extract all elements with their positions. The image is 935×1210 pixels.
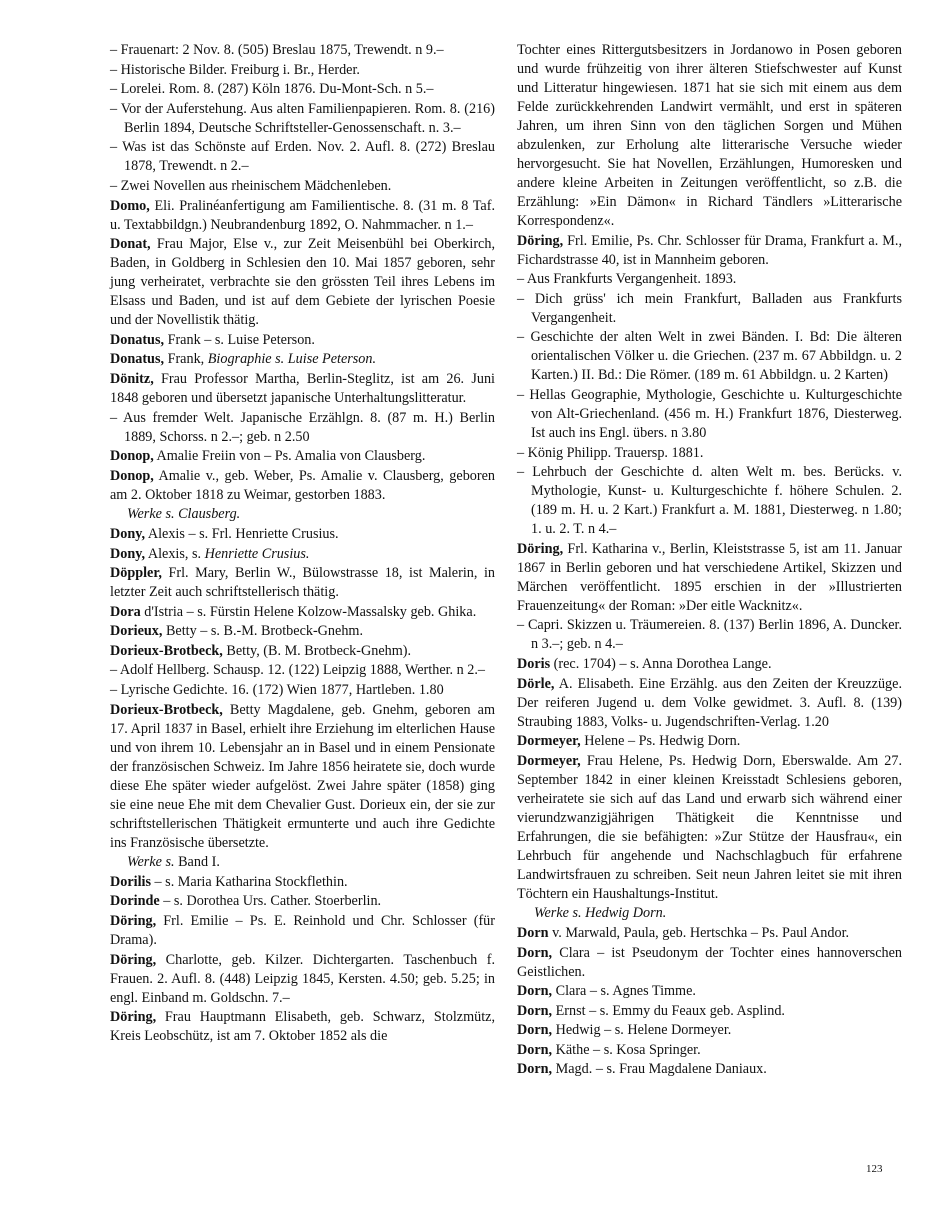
works-reference-text: Werke s. Hedwig Dorn. [534, 905, 667, 922]
dictionary-entry [517, 1041, 902, 1060]
dictionary-entry [110, 701, 495, 853]
dictionary-entry [110, 467, 495, 505]
entry-text: Clara – s. Agnes Timme. [552, 983, 696, 1000]
entry-headword: Donop, [110, 448, 154, 465]
entry-text: Frau Professor Martha, Berlin-Steglitz, ist am 26. Juni 1848 geboren und übersetzt japanische Unterhaltungslitteratur. [110, 370, 495, 406]
work-listing: – Aus Frankfurts Vergangenheit. 1893. [517, 271, 737, 288]
dictionary-entry [110, 951, 495, 1008]
work-listing: – Aus fremder Welt. Japanische Erzählgn. 8. (87 m. H.) Berlin 1889, Schorss. n 2.–; geb. n 2.50 [110, 409, 495, 445]
entry-headword: Döring, [110, 951, 157, 968]
left-column [110, 41, 495, 1047]
entry-text: Alexis – s. Frl. Henriette Crusius. [145, 525, 339, 542]
dictionary-entry [110, 350, 495, 369]
entry-text: Frl. Mary, Berlin W., Bülowstrasse 18, ist Malerin, in letzter Zeit auch schriftstellerisch thätig. [110, 565, 495, 601]
dictionary-entry [110, 447, 495, 466]
work-listing: – Lehrbuch der Geschichte d. alten Welt m. bes. Berücks. v. Mythologie, Kunst- u. Kulturgeschichte f. höhere Schulen. 2. (189 m. H. u. 2 Kart.) Frankfurt a. M. 1881, Diesterweg. n 1.80; 1. u. 2. T. n 4.– [517, 464, 902, 538]
dictionary-entry [517, 540, 902, 616]
entry-headword: Dorn, [517, 1061, 553, 1078]
entry-headword: Donop, [110, 467, 154, 484]
entry-text: v. Marwald, Paula, geb. Hertschka – Ps. Paul Andor. [548, 924, 850, 941]
entry-headword: Döppler, [110, 565, 162, 582]
work-listing: – Lyrische Gedichte. 16. (172) Wien 1877, Hartleben. 1.80 [110, 682, 444, 699]
dictionary-entry [517, 655, 902, 674]
entry-text: Eli. Pralinéanfertigung am Familientische. 8. (31 m. 8 Taf. u. Textabbildgn.) Neubrandenburg 1892, O. Nahmmacher. n 1.– [110, 197, 495, 233]
dictionary-entry [110, 622, 495, 641]
entry-text: – s. Dorothea Urs. Cather. Stoerberlin. [159, 893, 382, 910]
work-listing: – Vor der Auferstehung. Aus alten Familienpapieren. Rom. 8. (216) Berlin 1894, Deutsche Schriftsteller-Genossenschaft. n. 3.– [110, 100, 495, 136]
dictionary-entry [517, 732, 902, 751]
entry-text: Frl. Katharina v., Berlin, Kleiststrasse 5, ist am 11. Januar 1867 in Berlin geboren und hat verschiedene Artikel, Skizzen und Märchen veröffentlicht. 1895 erschien in der »Illustrierten Frauenzeitung« der Roman: »Der eitle Wacknitz«. [517, 540, 902, 614]
entry-headword: Döring, [517, 232, 564, 249]
entry-italic-reference: Biographie s. Luise Peterson. [207, 351, 377, 368]
dictionary-entry [517, 1060, 902, 1079]
works-reference-text: Werke s. [127, 854, 175, 871]
entry-headword: Dörle, [517, 675, 555, 692]
dictionary-entry [110, 873, 495, 892]
entry-headword: Dorinde [110, 893, 160, 910]
dictionary-entry [517, 982, 902, 1001]
entry-text: Magd. – s. Frau Magdalene Daniaux. [552, 1061, 767, 1078]
entry-headword: Donatus, [110, 331, 165, 348]
entry-text: Helene – Ps. Hedwig Dorn. [580, 733, 741, 750]
entry-text: Amalie v., geb. Weber, Ps. Amalie v. Clausberg, geboren am 2. Oktober 1818 zu Weimar, gestorben 1883. [110, 467, 495, 503]
work-listing: – Dich grüss' ich mein Frankfurt, Balladen aus Frankfurts Vergangenheit. [517, 290, 902, 326]
dictionary-entry [110, 525, 495, 544]
work-listing: – Zwei Novellen aus rheinischem Mädchenleben. [110, 177, 392, 194]
entry-text: Frank, [164, 351, 208, 368]
entry-text: Frau Major, Else v., zur Zeit Meisenbühl bei Oberkirch, Baden, in Goldberg in Schlesien den 10. Mai 1857 geboren, sehr jung verheiratet, verbrachte sie den grössten Teil ihres Lebens im Elsass und Baden, und ist auf dem Gebiete der lyrischen Poesie und der Novellistik thätig. [110, 236, 495, 329]
entry-headword: Donatus, [110, 351, 165, 368]
entry-text: – s. Maria Katharina Stockflethin. [150, 873, 348, 890]
right-column [517, 41, 902, 1080]
entry-text: Alexis, s. [145, 545, 205, 562]
entry-headword: Dorilis [110, 873, 151, 890]
dictionary-entry [110, 642, 495, 661]
dictionary-entry [110, 1008, 495, 1046]
entry-text: Frau Helene, Ps. Hedwig Dorn, Eberswalde. Am 27. September 1842 in einer kleinen Kreisstadt Schlesiens geboren, verheiratete sie sich auf das Land und erwarb sich während einer vierundzwanzigjährigen Thätigkeit die Kenntnisse und Erfahrungen, die sie befähigten: »Zur Stütze der Hausfrau«, ein Lehrbuch für angehende und Nachschlagbuch für erfahrene Landwirtsfrauen zu schreiben. Seit neun Jahren leitet sie mit ihren Töchtern ein Haushaltungs-Institut. [517, 752, 902, 902]
work-listing: – Capri. Skizzen u. Träumereien. 8. (137) Berlin 1896, A. Duncker. n 3.–; geb. n 4.– [517, 617, 902, 653]
entry-headword: Dorn, [517, 944, 553, 961]
entry-headword: Dorn, [517, 1041, 553, 1058]
entry-headword: Döring, [110, 913, 157, 930]
works-reference-volume: Band I. [174, 854, 220, 871]
entry-text: Frl. Emilie – Ps. E. Reinhold und Chr. Schlosser (für Drama). [110, 913, 495, 949]
dictionary-entry [517, 924, 902, 943]
entry-headword: Dorieux, [110, 623, 163, 640]
entry-text: Frl. Emilie, Ps. Chr. Schlosser für Drama, Frankfurt a. M., Fichardstrasse 40, ist in Mannheim geboren. [517, 232, 902, 268]
entry-italic-reference: Henriette Crusius. [204, 545, 310, 562]
works-reference [110, 505, 495, 524]
work-listing: – Historische Bilder. Freiburg i. Br., Herder. [110, 61, 360, 78]
page-number: 123 [866, 1163, 883, 1175]
entry-headword: Dorn, [517, 983, 553, 1000]
entry-headword: Dormeyer, [517, 733, 581, 750]
dictionary-entry [517, 944, 902, 982]
entry-headword: Doris [517, 655, 551, 672]
entry-headword: Dorn, [517, 1022, 553, 1039]
work-listing: – Was ist das Schönste auf Erden. Nov. 2. Aufl. 8. (272) Breslau 1878, Trewendt. n 2.– [110, 139, 495, 175]
dictionary-entry [110, 197, 495, 235]
entry-text: Betty, (B. M. Brotbeck-Gnehm). [222, 642, 412, 659]
entry-text: Hedwig – s. Helene Dormeyer. [552, 1022, 732, 1039]
entry-text: Clara – ist Pseudonym der Tochter eines hannoverschen Geistlichen. [517, 944, 902, 980]
entry-text: Betty – s. B.-M. Brotbeck-Gnehm. [162, 623, 363, 640]
entry-headword: Dormeyer, [517, 752, 581, 769]
entry-text: Käthe – s. Kosa Springer. [552, 1041, 701, 1058]
entry-headword: Dorieux-Brotbeck, [110, 701, 223, 718]
entry-text: (rec. 1704) – s. Anna Dorothea Lange. [550, 655, 772, 672]
dictionary-entry [110, 564, 495, 602]
entry-headword: Dony, [110, 525, 146, 542]
entry-headword: Dorieux-Brotbeck, [110, 642, 223, 659]
work-listing: – Hellas Geographie, Mythologie, Geschichte u. Kulturgeschichte von Alt-Griechenland. (456 m. H.) Frankfurt 1876, Diesterweg. Ist auch ins Engl. übers. n 3.80 [517, 386, 902, 441]
dictionary-entry [110, 892, 495, 911]
work-listing: – König Philipp. Trauersp. 1881. [517, 444, 704, 461]
work-listing: – Lorelei. Rom. 8. (287) Köln 1876. Du-Mont-Sch. n 5.– [110, 81, 434, 98]
works-reference-text: Werke s. Clausberg. [127, 506, 241, 523]
entry-text: d'Istria – s. Fürstin Helene Kolzow-Massalsky geb. Ghika. [140, 603, 477, 620]
entry-headword: Dorn [517, 924, 549, 941]
dictionary-entry [110, 545, 495, 564]
dictionary-entry [517, 752, 902, 904]
dictionary-entry [517, 1002, 902, 1021]
entry-text: Amalie Freiin von – Ps. Amalia von Clausberg. [153, 448, 426, 465]
entry-text: Tochter eines Rittergutsbesitzers in Jordanowo in Posen geboren und wurde frühzeitig von ihrer älteren Stiefschwester auf Kunst und Litteratur hingewiesen. 1871 hat sie sich mit einem aus dem Felde zurückkehrenden Landwirt vermählt, und erst in späteren Jahren, um ihren Sinn von den täglichen Sorgen und Mühen abzulenken, zur Erholung alte litterarische Versuche wieder hervorgesucht. Sie hat Novellen, Erzählungen, Humoresken und andere kleine Arbeiten in Zeitungen veröffentlicht, so z.B. die Erzählung: »Ein Dämon« in Richard Tändlers »Litterarische Korrespondenz«. [517, 42, 902, 229]
dictionary-entry [110, 331, 495, 350]
entry-headword: Donat, [110, 236, 151, 253]
entry-headword: Dorn, [517, 1002, 553, 1019]
entry-headword: Domo, [110, 197, 150, 214]
dictionary-entry [517, 232, 902, 270]
entry-text: Frau Hauptmann Elisabeth, geb. Schwarz, Stolzmütz, Kreis Leobschütz, ist am 7. Oktober 1852 als die [110, 1009, 495, 1045]
entry-text: A. Elisabeth. Eine Erzählg. aus den Zeiten der Kreuzzüge. Der reiferen Jugend u. dem Volke gewidmet. 3. Aufl. 8. (139) Straubing 1883, Volks- u. Jugendschriften-Verlag. 1.20 [517, 675, 902, 730]
works-reference [517, 904, 902, 923]
entry-text: Betty Magdalene, geb. Gnehm, geboren am 17. April 1837 in Basel, erhielt ihre Erziehung im elterlichen Hause und von ihrem 10. Lebensjahr an in Basel und in einem Pensionate der französischen Schweiz. Im Jahre 1856 heiratete sie, doch wurde diese Ehe später wieder aufgelöst. Zwei Jahre später (1858) ging sie eine neue Ehe mit dem Chevalier Gust. Dorieux ein, der sie zur schriftstellerischen Thätigkeit ermunterte und auch ihre Gedichte ins Französische übersetzte. [110, 701, 495, 851]
entry-headword: Döring, [517, 540, 564, 557]
entry-text: Charlotte, geb. Kilzer. Dichtergarten. Taschenbuch f. Frauen. 2. Aufl. 8. (448) Leipzig 1845, Kersten. 4.50; geb. 5.25; in engl. Einband m. Goldschn. 7.– [110, 951, 495, 1006]
entry-headword: Dönitz, [110, 370, 154, 387]
entry-text: Ernst – s. Emmy du Feaux geb. Asplind. [552, 1002, 785, 1019]
dictionary-entry [110, 235, 495, 330]
dictionary-entry [517, 41, 902, 231]
works-reference [110, 853, 495, 872]
entry-headword: Dony, [110, 545, 146, 562]
work-listing: – Geschichte der alten Welt in zwei Bänden. I. Bd: Die älteren orientalischen Völker u. die Griechen. (237 m. 67 Abbildgn. u. 2 Karten.) II. Bd.: Die Römer. (189 m. 61 Abbildgn. u. 2 Karten) [517, 329, 902, 384]
dictionary-entry [110, 370, 495, 408]
dictionary-entry [517, 1021, 902, 1040]
dictionary-entry [517, 675, 902, 732]
entry-headword: Döring, [110, 1009, 157, 1026]
work-listing: – Frauenart: 2 Nov. 8. (505) Breslau 1875, Trewendt. n 9.– [110, 42, 444, 58]
work-listing: – Adolf Hellberg. Schausp. 12. (122) Leipzig 1888, Werther. n 2.– [110, 662, 486, 679]
entry-text: Frank – s. Luise Peterson. [164, 331, 315, 348]
dictionary-entry [110, 603, 495, 622]
entry-headword: Dora [110, 603, 141, 620]
dictionary-entry [110, 912, 495, 950]
